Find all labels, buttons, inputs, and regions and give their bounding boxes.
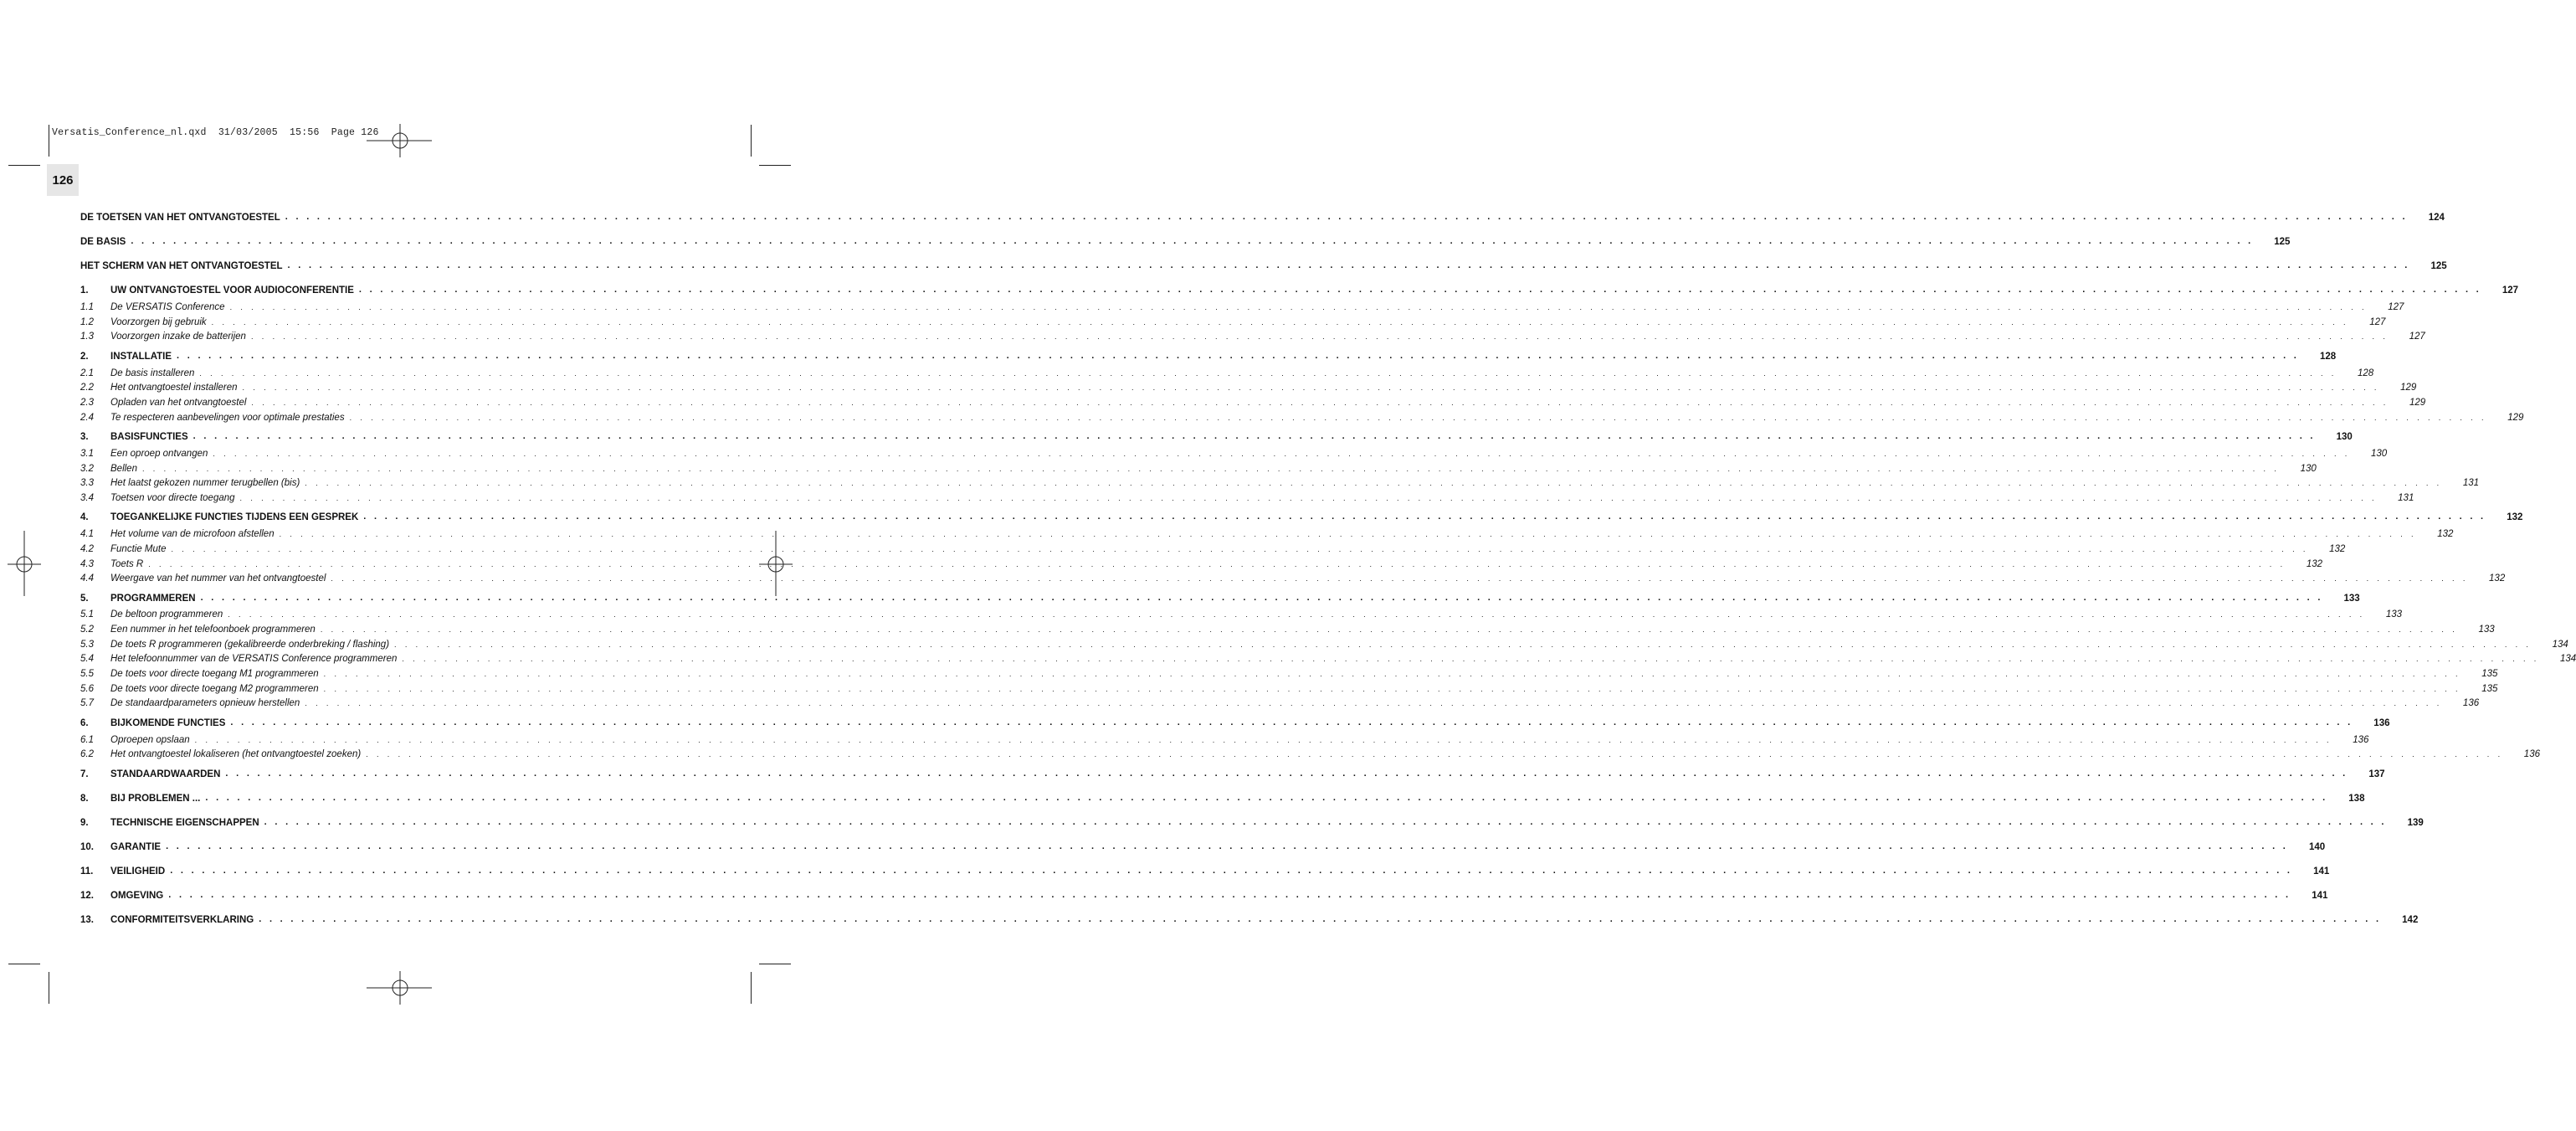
toc-entry — [80, 314, 2386, 327]
toc-leader-dots: . . . . . . . . . . . . . . . . . . . . . . . . . . . . . . . . . . . . . . . . . . . . . . . . . . . . . . . . . . . . . . . . . . . . . . . . . . . . . . . . . . . . . . . . . . . . . . . . . . . . . . . . . . . . . . . . . . . . . . . . . . . . . . . . . . . . . . . . . . . . . . . . . . . . . . . . . . . . . . . . . . . . . . . . . . . . . . . . . . . . . . . . . . . . . . . . . . . . . . . . — [199, 369, 2337, 378]
toc-entry-page: 130 — [2300, 464, 2317, 474]
toc-entry — [80, 815, 2424, 828]
toc-entry-title: TECHNISCHE EIGENSCHAPPEN — [110, 818, 259, 828]
toc-entry — [80, 460, 2317, 474]
toc-leader-dots: . . . . . . . . . . . . . . . . . . . . . . . . . . . . . . . . . . . . . . . . . . . . . . . . . . . . . . . . . . . . . . . . . . . . . . . . . . . . . . . . . . . . . . . . . . . . . . . . . . . . . . . . . . . . . . . . . . . . . . . . . . . . . . . . . . . . . . . . . . . . . . . . . . . . . . . . . . . . . . . . . . . . . . . . . . . . . . . . . . . . . . . . . . . . . . . . . . . . . . . . — [131, 236, 2254, 246]
toc-leader-dots: . . . . . . . . . . . . . . . . . . . . . . . . . . . . . . . . . . . . . . . . . . . . . . . . . . . . . . . . . . . . . . . . . . . . . . . . . . . . . . . . . . . . . . . . . . . . . . . . . . . . . . . . . . . . . . . . . . . . . . . . . . . . . . . . . . . . . . . . . . . . . . . . . . . . . . . . . . . . . . . . . . . . . . . . . . . . . . . . . . . . . . . . . . . . . . . . . . . . . . . . — [229, 303, 2368, 311]
toc-entry-page: 141 — [2312, 891, 2328, 901]
toc-entry — [80, 839, 2326, 852]
toc-entry-page: 125 — [2274, 237, 2291, 247]
toc-entry-number: 11. — [80, 866, 94, 877]
toc-leader-dots: . . . . . . . . . . . . . . . . . . . . . . . . . . . . . . . . . . . . . . . . . . . . . . . . . . . . . . . . . . . . . . . . . . . . . . . . . . . . . . . . . . . . . . . . . . . . . . . . . . . . . . . . . . . . . . . . . . . . . . . . . . . . . . . . . . . . . . . . . . . . . . . . . . . . . . . . . . . . . . . . . . . . . . . . . . . . . . . . . . . . . . . . . . . . . . . . . . . . . . . . — [194, 736, 2332, 744]
toc-entry — [80, 328, 2425, 342]
toc-entry-number: 3.3 — [80, 478, 94, 488]
toc-leader-dots: . . . . . . . . . . . . . . . . . . . . . . . . . . . . . . . . . . . . . . . . . . . . . . . . . . . . . . . . . . . . . . . . . . . . . . . . . . . . . . . . . . . . . . . . . . . . . . . . . . . . . . . . . . . . . . . . . . . . . . . . . . . . . . . . . . . . . . . . . . . . . . . . . . . . . . . . . . . . . . . . . . . . . . . . . . . . . . . . . . . . . . . . . . . . . . . . . . . . . . . . — [239, 494, 2378, 502]
toc-leader-dots: . . . . . . . . . . . . . . . . . . . . . . . . . . . . . . . . . . . . . . . . . . . . . . . . . . . . . . . . . . . . . . . . . . . . . . . . . . . . . . . . . . . . . . . . . . . . . . . . . . . . . . . . . . . . . . . . . . . . . . . . . . . . . . . . . . . . . . . . . . . . . . . . . . . . . . . . . . . . . . . . . . . . . . . . . . . . . . . . . . . . . . . . . . . . . . . . . . . . . . . . — [394, 640, 2532, 649]
toc-entry-title: Oproepen opslaan — [110, 735, 190, 745]
toc-entry-page: 139 — [2407, 818, 2424, 828]
toc-entry-title: Voorzorgen inzake de batterijen — [110, 332, 246, 342]
toc-entry-page: 140 — [2308, 842, 2326, 852]
toc-entry-page: 130 — [2336, 432, 2353, 442]
toc-entry-page: 141 — [2313, 866, 2330, 877]
registration-mark-left — [0, 531, 58, 598]
toc-entry — [80, 299, 2404, 312]
toc-entry — [80, 282, 2519, 296]
toc-entry-number: 4.4 — [80, 573, 94, 583]
toc-entry-title: OMGEVING — [110, 891, 164, 901]
toc-entry-number: 3.4 — [80, 493, 94, 503]
toc-entry-page: 124 — [2428, 213, 2445, 223]
toc-entry — [80, 863, 2330, 877]
toc-leader-dots: . . . . . . . . . . . . . . . . . . . . . . . . . . . . . . . . . . . . . . . . . . . . . . . . . . . . . . . . . . . . . . . . . . . . . . . . . . . . . . . . . . . . . . . . . . . . . . . . . . . . . . . . . . . . . . . . . . . . . . . . . . . . . . . . . . . . . . . . . . . . . . . . . . . . . . . . . . . . . . . . . . . . . . . . . . . . . . . . . . . . . . . . . . . . . . . . . . . . . . . . — [228, 610, 2366, 619]
toc-leader-dots: . . . . . . . . . . . . . . . . . . . . . . . . . . . . . . . . . . . . . . . . . . . . . . . . . . . . . . . . . . . . . . . . . . . . . . . . . . . . . . . . . . . . . . . . . . . . . . . . . . . . . . . . . . . . . . . . . . . . . . . . . . . . . . . . . . . . . . . . . . . . . . . . . . . . . . . . . . . . . . . . . . . . . . . . . . . . . . . . . . . . . . . . . . . . . . . . . . . . . . . . — [259, 914, 2382, 924]
toc-leader-dots: . . . . . . . . . . . . . . . . . . . . . . . . . . . . . . . . . . . . . . . . . . . . . . . . . . . . . . . . . . . . . . . . . . . . . . . . . . . . . . . . . . . . . . . . . . . . . . . . . . . . . . . . . . . . . . . . . . . . . . . . . . . . . . . . . . . . . . . . . . . . . . . . . . . . . . . . . . . . . . . . . . . . . . . . . . . . . . . . . . . . . . . . . . . . . . . . . . . . . . . . — [166, 841, 2289, 851]
toc-leader-dots: . . . . . . . . . . . . . . . . . . . . . . . . . . . . . . . . . . . . . . . . . . . . . . . . . . . . . . . . . . . . . . . . . . . . . . . . . . . . . . . . . . . . . . . . . . . . . . . . . . . . . . . . . . . . . . . . . . . . . . . . . . . . . . . . . . . . . . . . . . . . . . . . . . . . . . . . . . . . . . . . . . . . . . . . . . . . . . . . . . . . . . . . . . . . . . . . . . . . . . . . — [285, 212, 2408, 222]
toc-entry-title: Het ontvangtoestel lokaliseren (het ontvangtoestel zoeken) — [110, 749, 362, 759]
toc-entry-number: 5.6 — [80, 684, 94, 694]
toc-leader-dots: . . . . . . . . . . . . . . . . . . . . . . . . . . . . . . . . . . . . . . . . . . . . . . . . . . . . . . . . . . . . . . . . . . . . . . . . . . . . . . . . . . . . . . . . . . . . . . . . . . . . . . . . . . . . . . . . . . . . . . . . . . . . . . . . . . . . . . . . . . . . . . . . . . . . . . . . . . . . . . . . . . . . . . . . . . . . . . . . . . . . . . . . . . . . . . . . . . . . . . . . — [349, 414, 2487, 422]
toc-entry-title: INSTALLATIE — [110, 352, 172, 362]
toc-entry-page: 133 — [2385, 609, 2403, 619]
toc-entry-title: Te respecteren aanbevelingen voor optimale prestaties — [110, 413, 345, 423]
toc-entry-page: 132 — [2437, 529, 2454, 539]
toc-leader-dots: . . . . . . . . . . . . . . . . . . . . . . . . . . . . . . . . . . . . . . . . . . . . . . . . . . . . . . . . . . . . . . . . . . . . . . . . . . . . . . . . . . . . . . . . . . . . . . . . . . . . . . . . . . . . . . . . . . . . . . . . . . . . . . . . . . . . . . . . . . . . . . . . . . . . . . . . . . . . . . . . . . . . . . . . . . . . . . . . . . . . . . . . . . . . . . . . . . . . . . . . — [177, 351, 2300, 361]
toc-entry — [80, 379, 2417, 393]
toc-entry-page: 133 — [2343, 594, 2360, 604]
toc-entry-page: 133 — [2478, 625, 2495, 635]
toc-entry-number: 2.3 — [80, 398, 94, 408]
toc-entry — [80, 365, 2374, 378]
toc-entry-title: DE TOETSEN VAN HET ONTVANGTOESTEL — [80, 213, 280, 223]
toc-entry — [80, 490, 2414, 503]
toc-entry-number: 4.3 — [80, 559, 94, 569]
toc-entry-page: 129 — [2400, 383, 2417, 393]
toc-entry-page: 127 — [2502, 285, 2519, 296]
toc-leader-dots: . . . . . . . . . . . . . . . . . . . . . . . . . . . . . . . . . . . . . . . . . . . . . . . . . . . . . . . . . . . . . . . . . . . . . . . . . . . . . . . . . . . . . . . . . . . . . . . . . . . . . . . . . . . . . . . . . . . . . . . . . . . . . . . . . . . . . . . . . . . . . . . . . . . . . . . . . . . . . . . . . . . . . . . . . . . . . . . . . . . . . . . . . . . . . . . . . . . . . . . . — [323, 670, 2461, 678]
toc-entry-title: Het laatst gekozen nummer terugbellen (bis) — [110, 478, 300, 488]
toc-leader-dots: . . . . . . . . . . . . . . . . . . . . . . . . . . . . . . . . . . . . . . . . . . . . . . . . . . . . . . . . . . . . . . . . . . . . . . . . . . . . . . . . . . . . . . . . . . . . . . . . . . . . . . . . . . . . . . . . . . . . . . . . . . . . . . . . . . . . . . . . . . . . . . . . . . . . . . . . . . . . . . . . . . . . . . . . . . . . . . . . . . . . . . . . . . . . . . . . . . . . . . . . — [305, 699, 2443, 707]
toc-entry-number: 5.7 — [80, 698, 94, 708]
toc-leader-dots: . . . . . . . . . . . . . . . . . . . . . . . . . . . . . . . . . . . . . . . . . . . . . . . . . . . . . . . . . . . . . . . . . . . . . . . . . . . . . . . . . . . . . . . . . . . . . . . . . . . . . . . . . . . . . . . . . . . . . . . . . . . . . . . . . . . . . . . . . . . . . . . . . . . . . . . . . . . . . . . . . . . . . . . . . . . . . . . . . . . . . . . . . . . . . . . . . . . . . . . . — [331, 574, 2469, 583]
toc-entry-title: Voorzorgen bij gebruik — [110, 317, 207, 327]
toc-entry-title: Opladen van het ontvangtoestel — [110, 398, 247, 408]
toc-entry-page: 134 — [2560, 654, 2576, 664]
toc-entry-number: 4.1 — [80, 529, 94, 539]
toc-entry — [80, 526, 2454, 539]
print-slug: Versatis_Conference_nl.qxd 31/03/2005 15:56 Page 126 — [52, 127, 379, 138]
toc-entry-number: 4. — [80, 512, 89, 522]
toc-leader-dots: . . . . . . . . . . . . . . . . . . . . . . . . . . . . . . . . . . . . . . . . . . . . . . . . . . . . . . . . . . . . . . . . . . . . . . . . . . . . . . . . . . . . . . . . . . . . . . . . . . . . . . . . . . . . . . . . . . . . . . . . . . . . . . . . . . . . . . . . . . . . . . . . . . . . . . . . . . . . . . . . . . . . . . . . . . . . . . . . . . . . . . . . . . . . . . . . . . . . . . . . — [170, 866, 2293, 876]
toc-leader-dots: . . . . . . . . . . . . . . . . . . . . . . . . . . . . . . . . . . . . . . . . . . . . . . . . . . . . . . . . . . . . . . . . . . . . . . . . . . . . . . . . . . . . . . . . . . . . . . . . . . . . . . . . . . . . . . . . . . . . . . . . . . . . . . . . . . . . . . . . . . . . . . . . . . . . . . . . . . . . . . . . . . . . . . . . . . . . . . . . . . . . . . . . . . . . . . . . . . . . . . . . — [366, 750, 2503, 758]
toc-entry — [80, 429, 2353, 442]
toc-entry-title: De basis installeren — [110, 368, 195, 378]
toc-entry-title: UW ONTVANGTOESTEL VOOR AUDIOCONFERENTIE — [110, 285, 354, 296]
toc-entry-title: HET SCHERM VAN HET ONTVANGTOESTEL — [80, 261, 283, 271]
toc-entry-page: 136 — [2373, 718, 2390, 728]
toc-entry — [80, 409, 2524, 423]
registration-mark-bottom — [367, 954, 434, 1021]
toc-entry-number: 5.5 — [80, 669, 94, 679]
toc-entry — [80, 746, 2540, 759]
toc-entry-number: 6.2 — [80, 749, 94, 759]
toc-leader-dots: . . . . . . . . . . . . . . . . . . . . . . . . . . . . . . . . . . . . . . . . . . . . . . . . . . . . . . . . . . . . . . . . . . . . . . . . . . . . . . . . . . . . . . . . . . . . . . . . . . . . . . . . . . . . . . . . . . . . . . . . . . . . . . . . . . . . . . . . . . . . . . . . . . . . . . . . . . . . . . . . . . . . . . . . . . . . . . . . . . . . . . . . . . . . . . . . . . . . . . . . — [148, 560, 2286, 568]
toc-entry — [80, 556, 2323, 569]
toc-leader-dots: . . . . . . . . . . . . . . . . . . . . . . . . . . . . . . . . . . . . . . . . . . . . . . . . . . . . . . . . . . . . . . . . . . . . . . . . . . . . . . . . . . . . . . . . . . . . . . . . . . . . . . . . . . . . . . . . . . . . . . . . . . . . . . . . . . . . . . . . . . . . . . . . . . . . . . . . . . . . . . . . . . . . . . . . . . . . . . . . . . . . . . . . . . . . . . . . . . . . . . . . — [251, 398, 2389, 407]
toc-leader-dots: . . . . . . . . . . . . . . . . . . . . . . . . . . . . . . . . . . . . . . . . . . . . . . . . . . . . . . . . . . . . . . . . . . . . . . . . . . . . . . . . . . . . . . . . . . . . . . . . . . . . . . . . . . . . . . . . . . . . . . . . . . . . . . . . . . . . . . . . . . . . . . . . . . . . . . . . . . . . . . . . . . . . . . . . . . . . . . . . . . . . . . . . . . . . . . . . . . . . . . . . — [358, 285, 2482, 295]
toc-leader-dots: . . . . . . . . . . . . . . . . . . . . . . . . . . . . . . . . . . . . . . . . . . . . . . . . . . . . . . . . . . . . . . . . . . . . . . . . . . . . . . . . . . . . . . . . . . . . . . . . . . . . . . . . . . . . . . . . . . . . . . . . . . . . . . . . . . . . . . . . . . . . . . . . . . . . . . . . . . . . . . . . . . . . . . . . . . . . . . . . . . . . . . . . . . . . . . . . . . . . . . . . — [211, 318, 2349, 326]
toc-entry-number: 2.2 — [80, 383, 94, 393]
toc-leader-dots: . . . . . . . . . . . . . . . . . . . . . . . . . . . . . . . . . . . . . . . . . . . . . . . . . . . . . . . . . . . . . . . . . . . . . . . . . . . . . . . . . . . . . . . . . . . . . . . . . . . . . . . . . . . . . . . . . . . . . . . . . . . . . . . . . . . . . . . . . . . . . . . . . . . . . . . . . . . . . . . . . . . . . . . . . . . . . . . . . . . . . . . . . . . . . . . . . . . . . . . . — [230, 717, 2353, 727]
toc-entry-number: 3.1 — [80, 449, 94, 459]
toc-entry-number: 1.2 — [80, 317, 94, 327]
crop-mark — [759, 165, 791, 166]
toc-entry-title: Een oproep ontvangen — [110, 449, 208, 459]
toc-entry — [80, 621, 2495, 635]
toc-entry-page: 135 — [2481, 684, 2498, 694]
toc-entry-number: 3.2 — [80, 464, 94, 474]
toc-entry-page: 136 — [2462, 698, 2480, 708]
toc-entry-number: 5.1 — [80, 609, 94, 619]
toc-entry — [80, 445, 2388, 459]
toc-entry-title: De VERSATIS Conference — [110, 302, 225, 312]
toc-entry-title: CONFORMITEITSVERKLARING — [110, 915, 254, 925]
toc-leader-dots: . . . . . . . . . . . . . . . . . . . . . . . . . . . . . . . . . . . . . . . . . . . . . . . . . . . . . . . . . . . . . . . . . . . . . . . . . . . . . . . . . . . . . . . . . . . . . . . . . . . . . . . . . . . . . . . . . . . . . . . . . . . . . . . . . . . . . . . . . . . . . . . . . . . . . . . . . . . . . . . . . . . . . . . . . . . . . . . . . . . . . . . . . . . . . . . . . . . . . . . . — [363, 512, 2486, 522]
toc-entry-title: Het telefoonnummer van de VERSATIS Conference programmeren — [110, 654, 398, 664]
toc-entry-title: STANDAARDWAARDEN — [110, 769, 221, 779]
toc-entry-page: 136 — [2523, 749, 2540, 759]
toc-entry — [80, 666, 2498, 679]
toc-entry-title: BIJKOMENDE FUNCTIES — [110, 718, 226, 728]
toc-entry-title: Weergave van het nummer van het ontvangtoestel — [110, 573, 326, 583]
toc-leader-dots: . . . . . . . . . . . . . . . . . . . . . . . . . . . . . . . . . . . . . . . . . . . . . . . . . . . . . . . . . . . . . . . . . . . . . . . . . . . . . . . . . . . . . . . . . . . . . . . . . . . . . . . . . . . . . . . . . . . . . . . . . . . . . . . . . . . . . . . . . . . . . . . . . . . . . . . . . . . . . . . . . . . . . . . . . . . . . . . . . . . . . . . . . . . . . . . . . . . . . . . . — [205, 793, 2328, 803]
toc-entry-page: 137 — [2368, 769, 2385, 779]
toc-entry-page: 127 — [2369, 317, 2386, 327]
toc-entry-number: 13. — [80, 915, 94, 925]
toc-entry-title: De toets voor directe toegang M1 programmeren — [110, 669, 319, 679]
toc-entry — [80, 606, 2403, 619]
toc-entry-title: Het volume van de microfoon afstellen — [110, 529, 275, 539]
toc-entry-page: 131 — [2462, 478, 2480, 488]
toc-entry-number: 8. — [80, 794, 89, 804]
toc-entry-title: De beltoon programmeren — [110, 609, 223, 619]
toc-entry-title: Het ontvangtoestel installeren — [110, 383, 238, 393]
toc-entry-title: Functie Mute — [110, 544, 167, 554]
toc-entry-page: 128 — [2357, 368, 2374, 378]
toc-entry — [80, 348, 2337, 362]
toc-leader-dots: . . . . . . . . . . . . . . . . . . . . . . . . . . . . . . . . . . . . . . . . . . . . . . . . . . . . . . . . . . . . . . . . . . . . . . . . . . . . . . . . . . . . . . . . . . . . . . . . . . . . . . . . . . . . . . . . . . . . . . . . . . . . . . . . . . . . . . . . . . . . . . . . . . . . . . . . . . . . . . . . . . . . . . . . . . . . . . . . . . . . . . . . . . . . . . . . . . . . . . . . — [264, 817, 2387, 827]
toc-entry — [80, 258, 2447, 271]
toc-entry-number: 2.1 — [80, 368, 94, 378]
toc-entry-title: BIJ PROBLEMEN ... — [110, 794, 201, 804]
toc-entry — [80, 590, 2360, 604]
toc-entry-page: 131 — [2398, 493, 2414, 503]
toc-entry-number: 12. — [80, 891, 94, 901]
toc-leader-dots: . . . . . . . . . . . . . . . . . . . . . . . . . . . . . . . . . . . . . . . . . . . . . . . . . . . . . . . . . . . . . . . . . . . . . . . . . . . . . . . . . . . . . . . . . . . . . . . . . . . . . . . . . . . . . . . . . . . . . . . . . . . . . . . . . . . . . . . . . . . . . . . . . . . . . . . . . . . . . . . . . . . . . . . . . . . . . . . . . . . . . . . . . . . . . . . . . . . . . . . . — [192, 431, 2316, 441]
toc-entry-title: Een nummer in het telefoonboek programmeren — [110, 625, 316, 635]
crop-mark — [751, 125, 752, 157]
toc-leader-dots: . . . . . . . . . . . . . . . . . . . . . . . . . . . . . . . . . . . . . . . . . . . . . . . . . . . . . . . . . . . . . . . . . . . . . . . . . . . . . . . . . . . . . . . . . . . . . . . . . . . . . . . . . . . . . . . . . . . . . . . . . . . . . . . . . . . . . . . . . . . . . . . . . . . . . . . . . . . . . . . . . . . . . . . . . . . . . . . . . . . . . . . . . . . . . . . . . . . . . . . . — [213, 450, 2351, 458]
toc-entry — [80, 681, 2498, 694]
toc-entry — [80, 766, 2385, 779]
toc-entry — [80, 570, 2506, 583]
toc-entry-page: 142 — [2402, 915, 2419, 925]
toc-entry-number: 3. — [80, 432, 89, 442]
toc-entry-title: De toets R programmeren (gekalibreerde onderbreking / flashing) — [110, 640, 390, 650]
page-number: 126 — [47, 164, 79, 196]
toc-entry — [80, 509, 2523, 522]
toc-leader-dots: . . . . . . . . . . . . . . . . . . . . . . . . . . . . . . . . . . . . . . . . . . . . . . . . . . . . . . . . . . . . . . . . . . . . . . . . . . . . . . . . . . . . . . . . . . . . . . . . . . . . . . . . . . . . . . . . . . . . . . . . . . . . . . . . . . . . . . . . . . . . . . . . . . . . . . . . . . . . . . . . . . . . . . . . . . . . . . . . . . . . . . . . . . . . . . . . . . . . . . . . — [250, 332, 2389, 341]
toc-entry-title: GARANTIE — [110, 842, 162, 852]
toc-entry-page: 138 — [2348, 794, 2365, 804]
toc-entry-page: 127 — [2409, 332, 2425, 342]
toc-leader-dots: . . . . . . . . . . . . . . . . . . . . . . . . . . . . . . . . . . . . . . . . . . . . . . . . . . . . . . . . . . . . . . . . . . . . . . . . . . . . . . . . . . . . . . . . . . . . . . . . . . . . . . . . . . . . . . . . . . . . . . . . . . . . . . . . . . . . . . . . . . . . . . . . . . . . . . . . . . . . . . . . . . . . . . . . . . . . . . . . . . . . . . . . . . . . . . . . . . . . . . . . — [287, 260, 2410, 270]
toc-entry-title: Toetsen voor directe toegang — [110, 493, 235, 503]
toc-leader-dots: . . . . . . . . . . . . . . . . . . . . . . . . . . . . . . . . . . . . . . . . . . . . . . . . . . . . . . . . . . . . . . . . . . . . . . . . . . . . . . . . . . . . . . . . . . . . . . . . . . . . . . . . . . . . . . . . . . . . . . . . . . . . . . . . . . . . . . . . . . . . . . . . . . . . . . . . . . . . . . . . . . . . . . . . . . . . . . . . . . . . . . . . . . . . . . . . . . . . . . . . — [402, 655, 2540, 663]
toc-entry — [80, 650, 2576, 664]
toc-leader-dots: . . . . . . . . . . . . . . . . . . . . . . . . . . . . . . . . . . . . . . . . . . . . . . . . . . . . . . . . . . . . . . . . . . . . . . . . . . . . . . . . . . . . . . . . . . . . . . . . . . . . . . . . . . . . . . . . . . . . . . . . . . . . . . . . . . . . . . . . . . . . . . . . . . . . . . . . . . . . . . . . . . . . . . . . . . . . . . . . . . . . . . . . . . . . . . . . . . . . . . . . — [225, 769, 2348, 779]
toc-entry-number: 6. — [80, 718, 89, 728]
toc-entry-title: PROGRAMMEREN — [110, 594, 196, 604]
toc-entry-number: 1. — [80, 285, 89, 296]
crop-mark — [8, 165, 40, 166]
toc-entry-number: 2. — [80, 352, 89, 362]
toc-entry-page: 132 — [2507, 512, 2523, 522]
toc-entry — [80, 887, 2328, 901]
toc-entry-page: 132 — [2306, 559, 2323, 569]
toc-entry — [80, 541, 2346, 554]
toc-entry-title: Bellen — [110, 464, 137, 474]
toc-entry — [80, 636, 2568, 650]
toc-entry — [80, 715, 2390, 728]
toc-entry-page: 125 — [2430, 261, 2447, 271]
toc-entry — [80, 695, 2480, 708]
toc-entry-page: 132 — [2329, 544, 2346, 554]
toc-leader-dots: . . . . . . . . . . . . . . . . . . . . . . . . . . . . . . . . . . . . . . . . . . . . . . . . . . . . . . . . . . . . . . . . . . . . . . . . . . . . . . . . . . . . . . . . . . . . . . . . . . . . . . . . . . . . . . . . . . . . . . . . . . . . . . . . . . . . . . . . . . . . . . . . . . . . . . . . . . . . . . . . . . . . . . . . . . . . . . . . . . . . . . . . . . . . . . . . . . . . . . . . — [305, 479, 2443, 487]
toc-entry — [80, 475, 2480, 488]
toc-leader-dots: . . . . . . . . . . . . . . . . . . . . . . . . . . . . . . . . . . . . . . . . . . . . . . . . . . . . . . . . . . . . . . . . . . . . . . . . . . . . . . . . . . . . . . . . . . . . . . . . . . . . . . . . . . . . . . . . . . . . . . . . . . . . . . . . . . . . . . . . . . . . . . . . . . . . . . . . . . . . . . . . . . . . . . . . . . . . . . . . . . . . . . . . . . . . . . . . . . . . . . . . — [171, 545, 2309, 553]
toc-entry-page: 132 — [2489, 573, 2506, 583]
registration-mark-top — [367, 107, 434, 174]
toc-entry-title: BASISFUNCTIES — [110, 432, 188, 442]
toc-entry-number: 1.1 — [80, 302, 94, 312]
toc-entry-title: Toets R — [110, 559, 144, 569]
toc-entry-page: 127 — [2388, 302, 2404, 312]
toc-entry-page: 128 — [2319, 352, 2337, 362]
toc-entry-number: 9. — [80, 818, 89, 828]
toc-leader-dots: . . . . . . . . . . . . . . . . . . . . . . . . . . . . . . . . . . . . . . . . . . . . . . . . . . . . . . . . . . . . . . . . . . . . . . . . . . . . . . . . . . . . . . . . . . . . . . . . . . . . . . . . . . . . . . . . . . . . . . . . . . . . . . . . . . . . . . . . . . . . . . . . . . . . . . . . . . . . . . . . . . . . . . . . . . . . . . . . . . . . . . . . . . . . . . . . . . . . . . . . — [200, 593, 2323, 603]
toc-entry — [80, 209, 2445, 223]
toc-leader-dots: . . . . . . . . . . . . . . . . . . . . . . . . . . . . . . . . . . . . . . . . . . . . . . . . . . . . . . . . . . . . . . . . . . . . . . . . . . . . . . . . . . . . . . . . . . . . . . . . . . . . . . . . . . . . . . . . . . . . . . . . . . . . . . . . . . . . . . . . . . . . . . . . . . . . . . . . . . . . . . . . . . . . . . . . . . . . . . . . . . . . . . . . . . . . . . . . . . . . . . . . — [279, 530, 2417, 538]
toc-leader-dots: . . . . . . . . . . . . . . . . . . . . . . . . . . . . . . . . . . . . . . . . . . . . . . . . . . . . . . . . . . . . . . . . . . . . . . . . . . . . . . . . . . . . . . . . . . . . . . . . . . . . . . . . . . . . . . . . . . . . . . . . . . . . . . . . . . . . . . . . . . . . . . . . . . . . . . . . . . . . . . . . . . . . . . . . . . . . . . . . . . . . . . . . . . . . . . . . . . . . . . . . — [320, 625, 2458, 634]
toc-entry — [80, 234, 2291, 247]
toc-entry-number: 5.3 — [80, 640, 94, 650]
toc-leader-dots: . . . . . . . . . . . . . . . . . . . . . . . . . . . . . . . . . . . . . . . . . . . . . . . . . . . . . . . . . . . . . . . . . . . . . . . . . . . . . . . . . . . . . . . . . . . . . . . . . . . . . . . . . . . . . . . . . . . . . . . . . . . . . . . . . . . . . . . . . . . . . . . . . . . . . . . . . . . . . . . . . . . . . . . . . . . . . . . . . . . . . . . . . . . . . . . . . . . . . . . . — [168, 890, 2291, 900]
toc-entry-number: 2.4 — [80, 413, 94, 423]
toc-entry-number: 5.2 — [80, 625, 94, 635]
toc-entry-title: De standaardparameters opnieuw herstellen — [110, 698, 300, 708]
toc-entry — [80, 394, 2426, 408]
toc-entry — [80, 790, 2365, 804]
toc-entry-page: 136 — [2353, 735, 2369, 745]
toc-entry-title: De toets voor directe toegang M2 programmeren — [110, 684, 319, 694]
toc-entry — [80, 912, 2419, 925]
toc-entry-title: DE BASIS — [80, 237, 126, 247]
toc-entry-page: 134 — [2552, 640, 2568, 650]
toc-entry — [80, 732, 2369, 745]
toc-entry-number: 1.3 — [80, 332, 94, 342]
toc-entry-title: VEILIGHEID — [110, 866, 166, 877]
toc-entry-number: 4.2 — [80, 544, 94, 554]
toc-entry-number: 10. — [80, 842, 94, 852]
toc-entry-number: 5.4 — [80, 654, 94, 664]
toc-leader-dots: . . . . . . . . . . . . . . . . . . . . . . . . . . . . . . . . . . . . . . . . . . . . . . . . . . . . . . . . . . . . . . . . . . . . . . . . . . . . . . . . . . . . . . . . . . . . . . . . . . . . . . . . . . . . . . . . . . . . . . . . . . . . . . . . . . . . . . . . . . . . . . . . . . . . . . . . . . . . . . . . . . . . . . . . . . . . . . . . . . . . . . . . . . . . . . . . . . . . . . . . — [141, 465, 2280, 473]
toc-entry-page: 135 — [2481, 669, 2498, 679]
toc-entry-title: TOEGANKELIJKE FUNCTIES TIJDENS EEN GESPREK — [110, 512, 359, 522]
toc-leader-dots: . . . . . . . . . . . . . . . . . . . . . . . . . . . . . . . . . . . . . . . . . . . . . . . . . . . . . . . . . . . . . . . . . . . . . . . . . . . . . . . . . . . . . . . . . . . . . . . . . . . . . . . . . . . . . . . . . . . . . . . . . . . . . . . . . . . . . . . . . . . . . . . . . . . . . . . . . . . . . . . . . . . . . . . . . . . . . . . . . . . . . . . . . . . . . . . . . . . . . . . . — [323, 685, 2461, 693]
toc-entry-page: 129 — [2507, 413, 2524, 423]
toc-leader-dots: . . . . . . . . . . . . . . . . . . . . . . . . . . . . . . . . . . . . . . . . . . . . . . . . . . . . . . . . . . . . . . . . . . . . . . . . . . . . . . . . . . . . . . . . . . . . . . . . . . . . . . . . . . . . . . . . . . . . . . . . . . . . . . . . . . . . . . . . . . . . . . . . . . . . . . . . . . . . . . . . . . . . . . . . . . . . . . . . . . . . . . . . . . . . . . . . . . . . . . . . — [242, 383, 2380, 392]
crop-mark — [751, 972, 752, 1004]
toc-entry-page: 129 — [2409, 398, 2426, 408]
toc-entry-number: 6.1 — [80, 735, 94, 745]
toc-entry-page: 130 — [2371, 449, 2388, 459]
toc-entry-number: 7. — [80, 769, 89, 779]
toc-entry-number: 5. — [80, 594, 89, 604]
